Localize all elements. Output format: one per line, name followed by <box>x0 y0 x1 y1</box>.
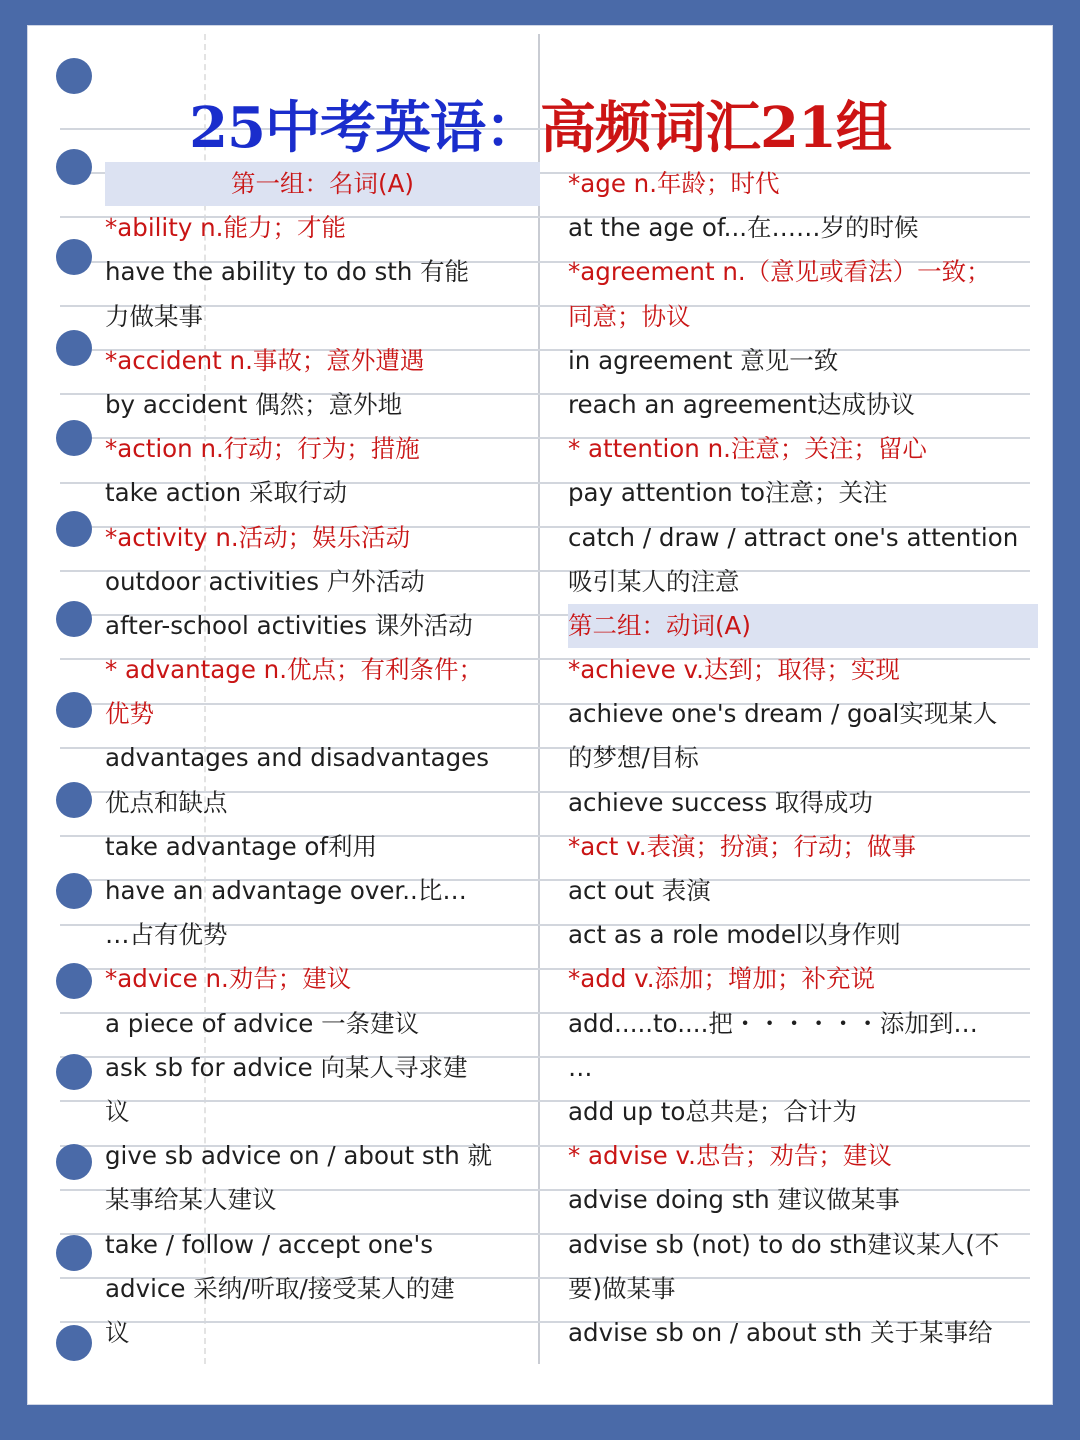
right-phrase-line: add.....to....把・・・・・・添加到… <box>568 1008 978 1038</box>
binder-hole <box>56 1325 92 1361</box>
left-phrase-line: after-school activities 课外活动 <box>105 610 473 640</box>
left-phrase-line: a piece of advice 一条建议 <box>105 1008 420 1038</box>
left-word-entry: *action n.行动；行为；措施 <box>105 434 420 464</box>
binder-hole <box>56 239 92 275</box>
left-phrase-line: …占有优势 <box>105 920 228 950</box>
binder-hole <box>56 1054 92 1090</box>
right-phrase-line: 吸引某人的注意 <box>568 566 740 596</box>
right-phrase-line: add up to总共是；合计为 <box>568 1096 857 1126</box>
right-phrase-line: pay attention to注意；关注 <box>568 478 888 508</box>
binder-hole <box>56 330 92 366</box>
binder-hole <box>56 782 92 818</box>
binder-hole <box>56 601 92 637</box>
right-word-entry: * attention n.注意；关注；留心 <box>568 434 927 464</box>
binder-hole <box>56 1235 92 1271</box>
right-phrase-line: achieve success 取得成功 <box>568 787 873 817</box>
left-group-heading: 第一组：名词(A) <box>105 162 540 206</box>
right-phrase-line: act out 表演 <box>568 876 711 905</box>
left-phrase-line: outdoor activities 户外活动 <box>105 566 425 596</box>
right-phrase-line: reach an agreement达成协议 <box>568 389 916 419</box>
right-phrase-line: catch / draw / attract one's attention <box>568 522 1019 552</box>
binder-hole <box>56 420 92 456</box>
right-column <box>568 162 1038 1355</box>
right-group-heading: 第二组：动词(A) <box>568 604 1038 648</box>
left-phrase-line: advice 采纳/听取/接受某人的建 <box>105 1273 455 1303</box>
right-word-entry: *age n.年龄；时代 <box>568 169 780 198</box>
right-phrase-line: 要)做某事 <box>568 1273 676 1303</box>
right-word-entry: * advise v.忠告；劝告；建议 <box>568 1141 892 1171</box>
binder-hole <box>56 692 92 728</box>
right-phrase-line: advise sb (not) to do sth建议某人(不 <box>568 1229 1000 1259</box>
right-phrase-line: advise doing sth 建议做某事 <box>568 1185 900 1215</box>
right-phrase-line: … <box>568 1052 593 1082</box>
right-word-entry: *agreement n.（意见或看法）一致； <box>568 257 991 287</box>
title-part-red: 高频词汇21组 <box>540 95 891 161</box>
right-phrase-line: at the age of...在……岁的时候 <box>568 213 919 243</box>
binder-hole <box>56 511 92 547</box>
left-phrase-line: take / follow / accept one's <box>105 1229 433 1259</box>
left-word-entry: 优势 <box>105 699 154 729</box>
right-phrase-line: achieve one's dream / goal实现某人 <box>568 699 998 729</box>
right-word-entry: *add v.添加；增加；补充说 <box>568 964 876 994</box>
left-phrase-line: 议 <box>105 1096 130 1126</box>
binder-hole <box>56 873 92 909</box>
left-word-entry: *accident n.事故；意外遭遇 <box>105 345 425 375</box>
binder-hole <box>56 963 92 999</box>
right-word-entry: *achieve v.达到；取得；实现 <box>568 655 900 685</box>
right-phrase-line: advise sb on / about sth 关于某事给 <box>568 1317 993 1347</box>
title-part-blue: 25中考英语： <box>189 95 540 161</box>
left-phrase-line: have an advantage over..比… <box>105 876 467 905</box>
notebook-page <box>28 26 1052 1404</box>
left-phrase-line: take advantage of利用 <box>105 831 378 861</box>
right-word-entry: 同意；协议 <box>568 301 691 331</box>
left-phrase-line: 力做某事 <box>105 301 203 331</box>
right-phrase-line: in agreement 意见一致 <box>568 345 839 375</box>
binder-hole <box>56 1144 92 1180</box>
left-phrase-line: ask sb for advice 向某人寻求建 <box>105 1052 468 1082</box>
right-phrase-line: 的梦想/目标 <box>568 743 699 773</box>
left-phrase-line: have the ability to do sth 有能 <box>105 257 470 287</box>
right-word-entry: *act v.表演；扮演；行动；做事 <box>568 831 917 861</box>
left-phrase-line: 议 <box>105 1317 130 1347</box>
left-word-entry: *ability n.能力；才能 <box>105 213 346 243</box>
left-word-entry: * advantage n.优点；有利条件； <box>105 655 483 685</box>
left-word-entry: *advice n.劝告；建议 <box>105 964 352 994</box>
left-phrase-line: 优点和缺点 <box>105 787 228 817</box>
left-phrase-line: 某事给某人建议 <box>105 1185 277 1215</box>
left-word-entry: *activity n.活动；娱乐活动 <box>105 522 411 552</box>
left-phrase-line: advantages and disadvantages <box>105 743 490 773</box>
left-phrase-line: take action 采取行动 <box>105 478 347 508</box>
left-column <box>105 162 540 1355</box>
left-phrase-line: give sb advice on / about sth 就 <box>105 1141 493 1171</box>
left-phrase-line: by accident 偶然；意外地 <box>105 389 403 419</box>
right-phrase-line: act as a role model以身作则 <box>568 920 901 950</box>
page-title <box>28 84 1052 164</box>
